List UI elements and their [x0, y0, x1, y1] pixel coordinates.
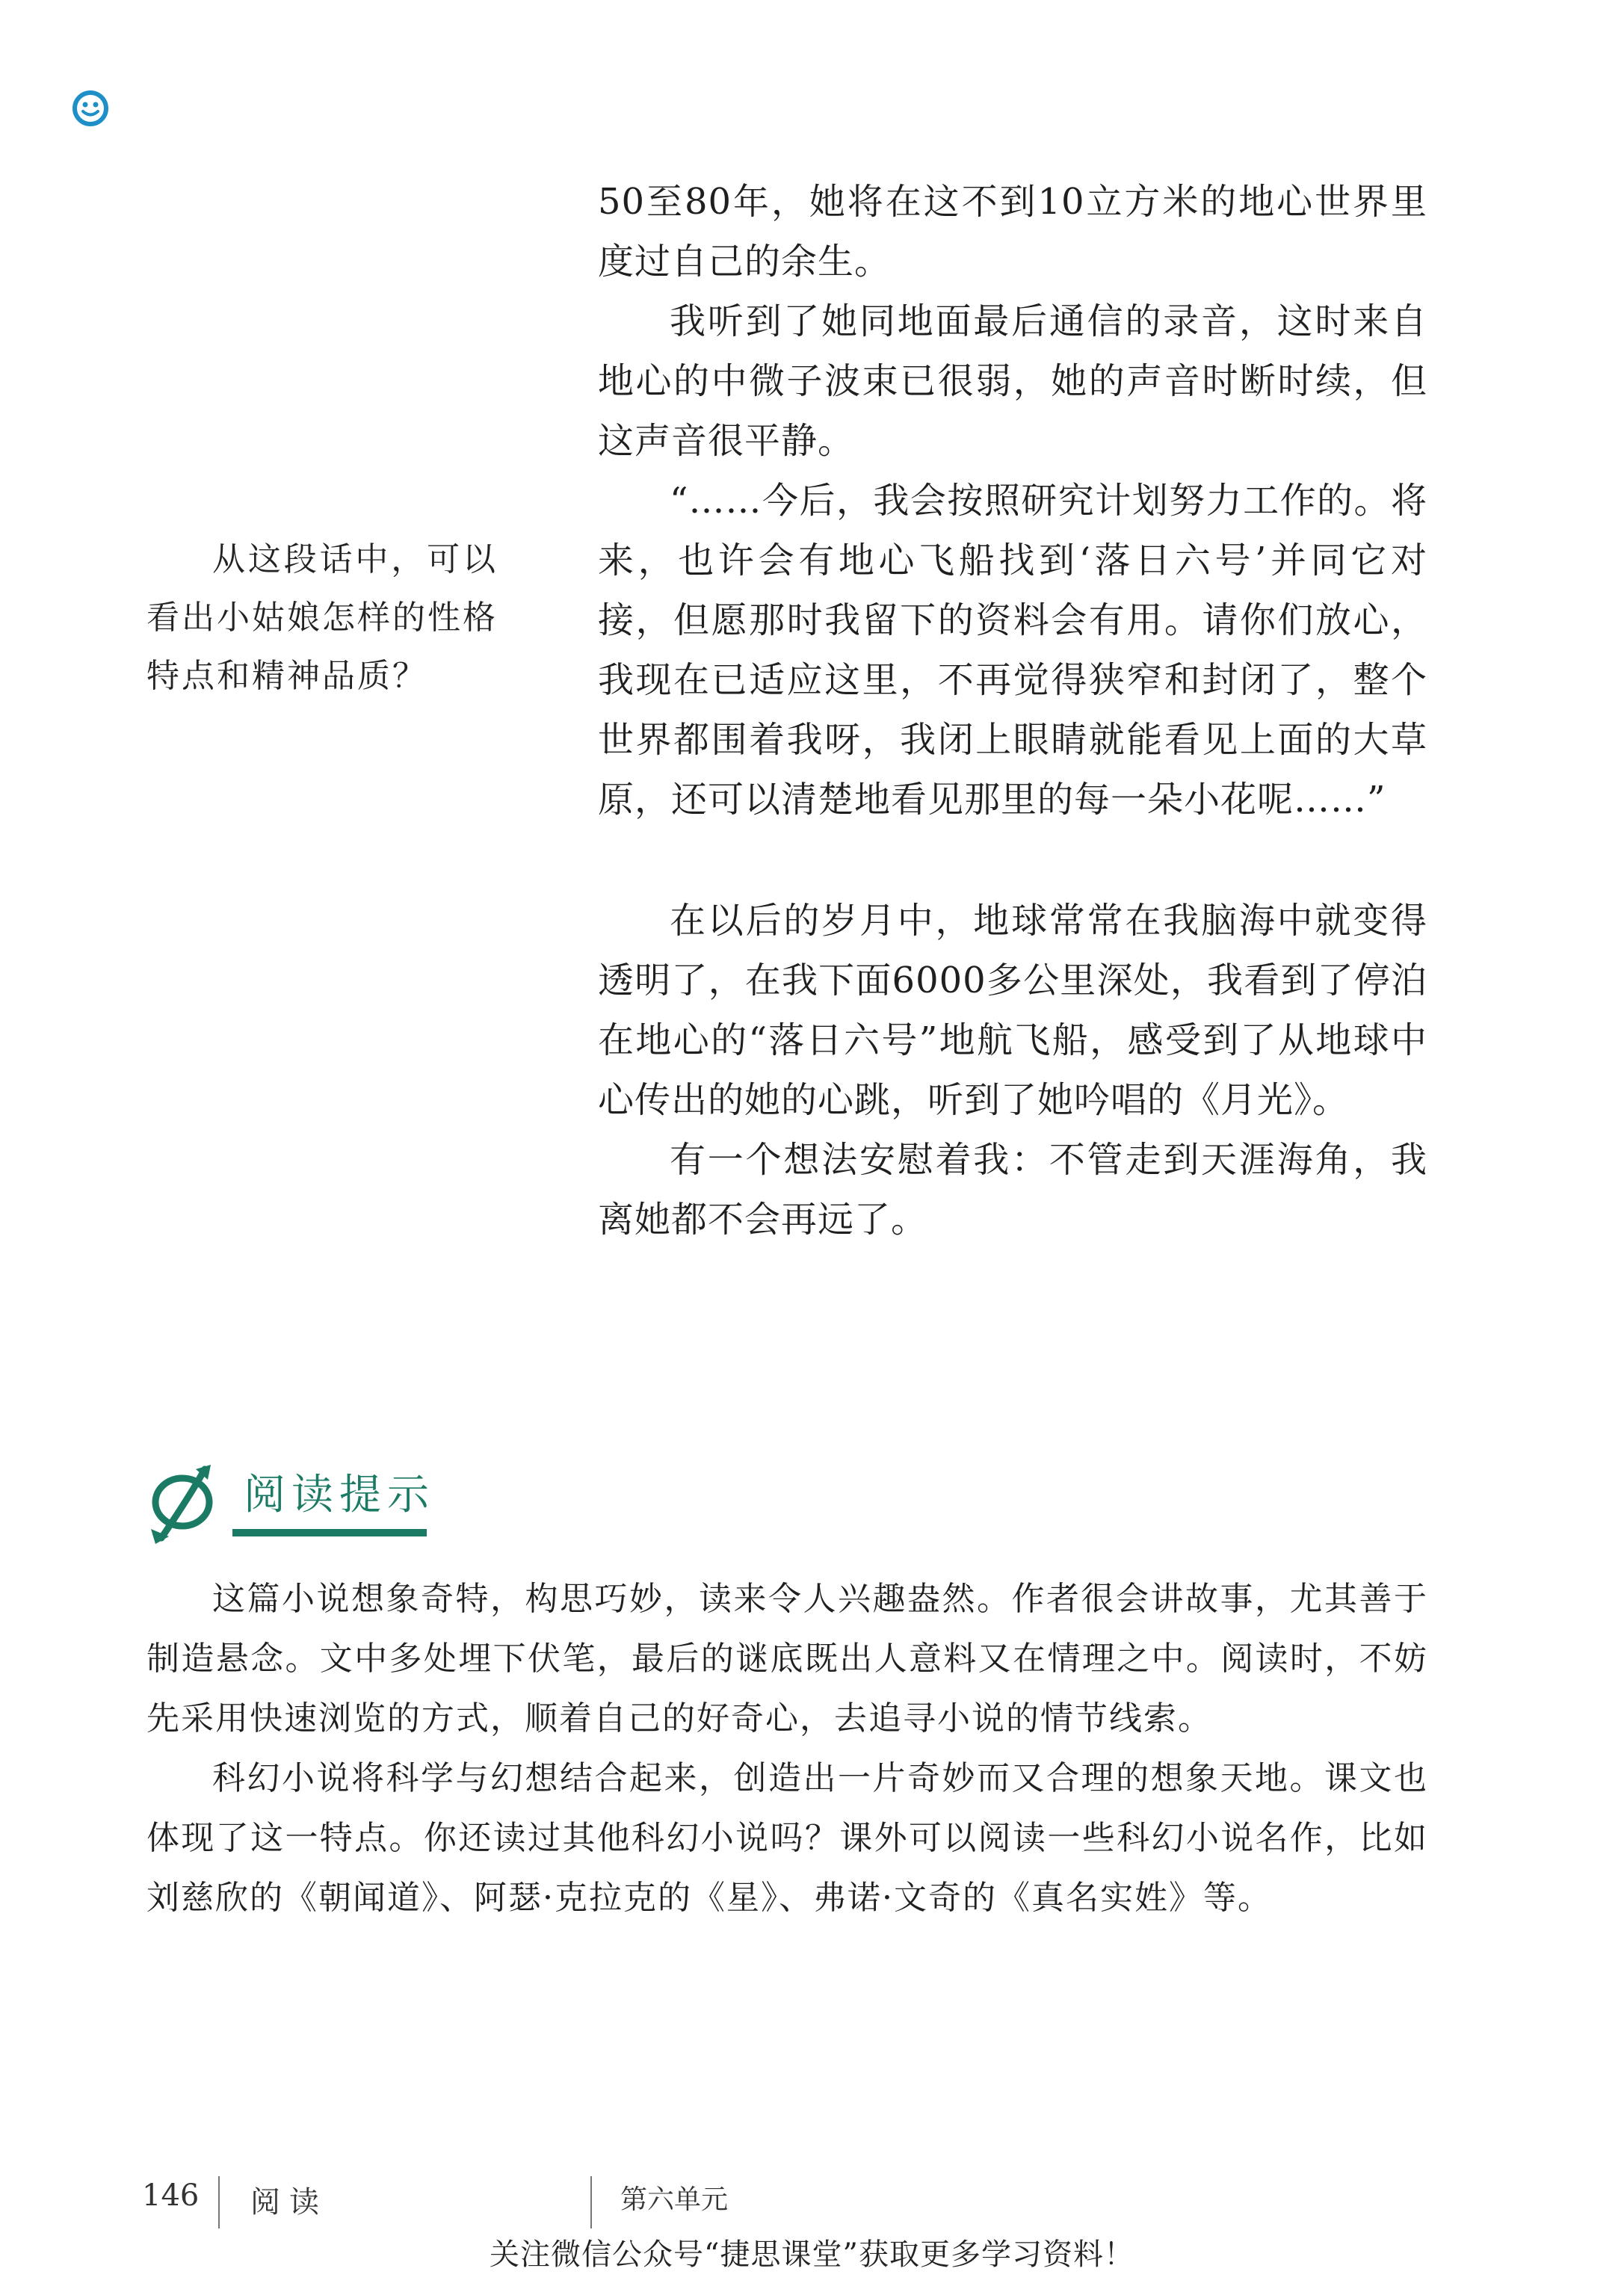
story-paragraph: 在以后的岁月中，地球常常在我脑海中就变得透明了，在我下面6000多公里深处，我看到了停泊在地心的“落日六号”地航飞船，感受到了从地球中心传出的她的心跳，听到了她吟唱的《月光》。 [598, 900, 1427, 1121]
tips-paragraph: 科幻小说将科学与幻想结合起来，创造出一片奇妙而又合理的想象天地。课文也体现了这一特点。你还读过其他科幻小说吗？课外可以阅读一些科幻小说名作，比如刘慈欣的《朝闻道》、阿瑟·克拉克的《星》、弗诺·文奇的《真名实姓》等。 [146, 1759, 1428, 1917]
title-underline [232, 1529, 427, 1536]
reading-tips-heading [139, 1457, 453, 1547]
margin-note-text: 从这段话中，可以看出小姑娘怎样的性格特点和精神品质？ [146, 540, 498, 695]
footer-divider [590, 2176, 592, 2228]
story-paragraph: “……今后，我会按照研究计划努力工作的。将来，也许会有地心飞船找到‘落日六号’并同它对接，但愿那时我留下的资料会有用。请你们放心，我现在已适应这里，不再觉得狭窄和封闭了，整个世界都围着我呀，我闭上眼睛就能看见上面的大草原，还可以清楚地看见那里的每一朵小花呢……” [598, 480, 1427, 821]
footer-notice: 关注微信公众号“捷思课堂”获取更多学习资料！ [490, 2237, 1134, 2272]
story-paragraph: 我听到了她同地面最后通信的录音，这时来自地心的中微子波束已很弱，她的声音时断时续，但这声音很平静。 [598, 300, 1427, 462]
tips-paragraph: 这篇小说想象奇特，构思巧妙，读来令人兴趣盎然。作者很会讲故事，尤其善于制造悬念。文中多处埋下伏笔，最后的谜底既出人意料又在情理之中。阅读时，不妨先采用快速浏览的方式，顺着自己的好奇心，去追寻小说的情节线索。 [146, 1580, 1428, 1738]
paragraph-gap [598, 830, 1427, 891]
reading-tips-body [146, 1569, 1428, 1928]
footer-divider [218, 2176, 220, 2228]
story-text [598, 172, 1427, 1250]
reading-tips-title: 阅读提示 [244, 1471, 435, 1519]
page-number: 146 [142, 2178, 200, 2213]
reading-tips-icon [139, 1463, 229, 1545]
story-paragraph: 有一个想法安慰着我：不管走到天涯海角，我离她都不会再远了。 [598, 1139, 1427, 1241]
smiley-icon [72, 90, 109, 127]
footer-unit-label: 第六单元 [620, 2184, 729, 2215]
story-paragraph: 50至80年，她将在这不到10立方米的地心世界里度过自己的余生。 [598, 181, 1427, 282]
footer-section-label: 阅读 [250, 2185, 328, 2220]
margin-note [146, 531, 498, 705]
